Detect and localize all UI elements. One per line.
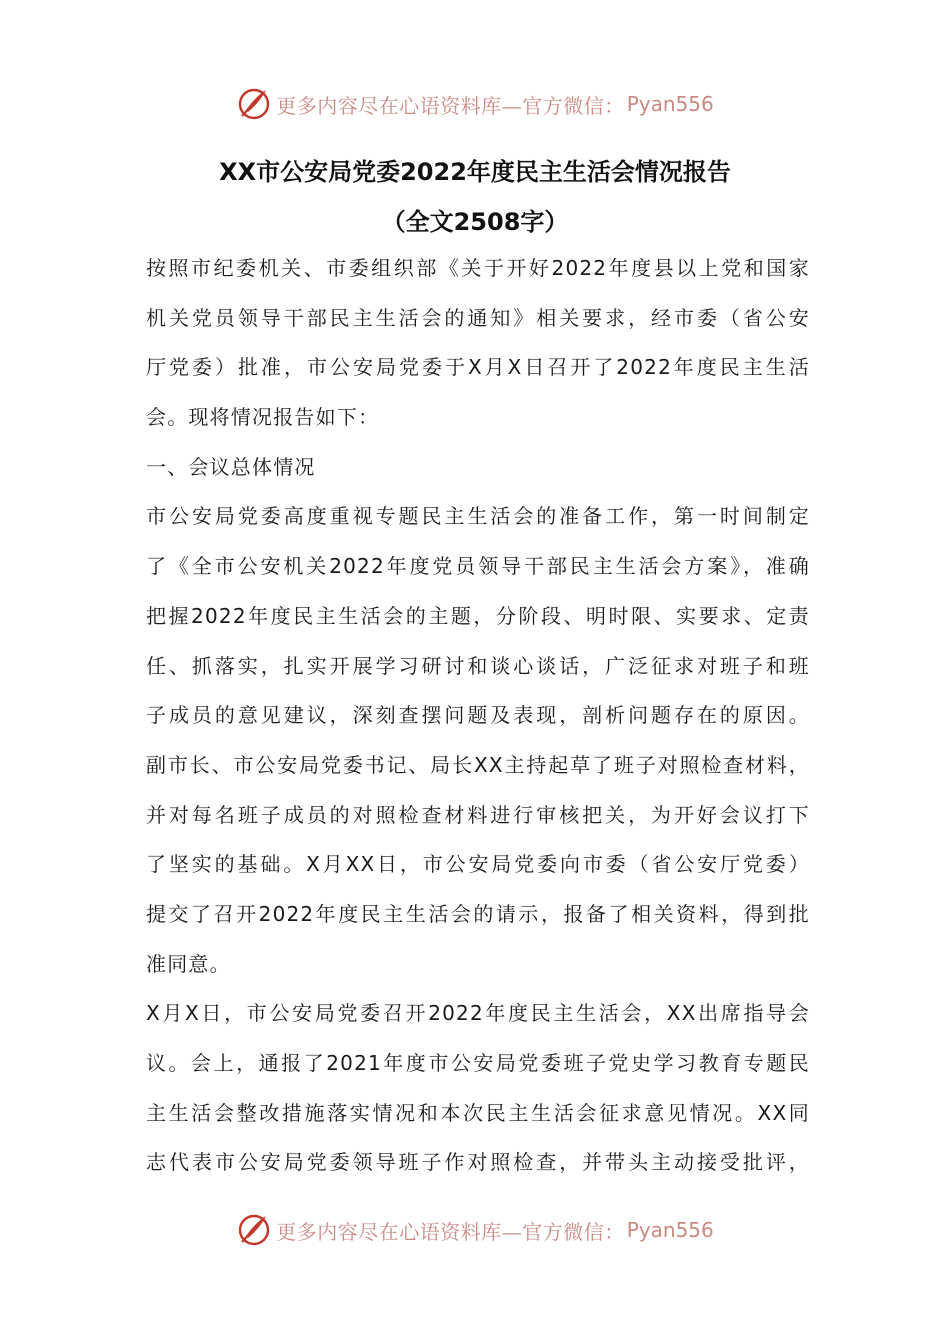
body-line: 提交了召开2022年度民主生活会的请示，报备了相关资料，得到批: [146, 901, 810, 926]
section-heading: 一、会议总体情况: [146, 454, 316, 479]
body-line: 市公安局党委高度重视专题民主生活会的准备工作，第一时间制定: [146, 504, 810, 529]
body-line: 会。现将情况报告如下：: [146, 405, 380, 430]
document-subtitle: （全文2508字）: [381, 208, 569, 236]
body-line: 子成员的意见建议，深刻查摆问题及表现，剖析问题存在的原因。: [146, 703, 810, 728]
body-line: 了坚实的基础。X月XX日，市公安局党委向市委（省公安厅党委）: [146, 852, 810, 877]
quill-logo-icon: [236, 86, 272, 122]
quill-logo-icon: [236, 1212, 272, 1248]
body-line: 并对每名班子成员的对照检查材料进行审核把关，为开好会议打下: [146, 802, 810, 827]
body-line: 把握2022年度民主生活会的主题，分阶段、明时限、实要求、定责: [146, 603, 810, 628]
body-line: 厅党委）批准，市公安局党委于X月X日召开了2022年度民主生活: [146, 355, 810, 380]
body-line: 主生活会整改措施落实情况和本次民主生活会征求意见情况。XX同: [146, 1100, 810, 1125]
body-line: 机关党员领导干部民主生活会的通知》相关要求，经市委（省公安: [146, 305, 810, 330]
body-line: 任、抓落实，扎实开展学习研讨和谈心谈话，广泛征求对班子和班: [146, 653, 810, 678]
body-line: 准同意。: [146, 951, 231, 976]
body-line: 副市长、市公安局党委书记、局长XX主持起草了班子对照检查材料，: [146, 752, 810, 777]
body-line: X月X日，市公安局党委召开2022年度民主生活会，XX出席指导会: [146, 1001, 810, 1026]
watermark-wechat-id: Pyan556: [626, 92, 714, 116]
document-body: [146, 244, 810, 1188]
watermark-banner-top: [0, 84, 950, 124]
body-line: 按照市纪委机关、市委组织部《关于开好2022年度县以上党和国家: [146, 256, 810, 280]
watermark-banner-bottom: [0, 1210, 950, 1250]
body-line: 议。会上，通报了2021年度市公安局党委班子党史学习教育专题民: [146, 1051, 810, 1075]
document-title: XX市公安局党委2022年度民主生活会情况报告: [219, 158, 731, 186]
body-line: 志代表市公安局党委领导班子作对照检查，并带头主动接受批评，: [146, 1150, 810, 1175]
watermark-text: 更多内容尽在心语资料库—官方微信：: [276, 1219, 625, 1244]
watermark-text: 更多内容尽在心语资料库—官方微信：: [276, 93, 625, 118]
watermark-wechat-id: Pyan556: [626, 1218, 714, 1242]
body-line: 了《全市公安机关2022年度党员领导干部民主生活会方案》，准确: [146, 554, 810, 579]
